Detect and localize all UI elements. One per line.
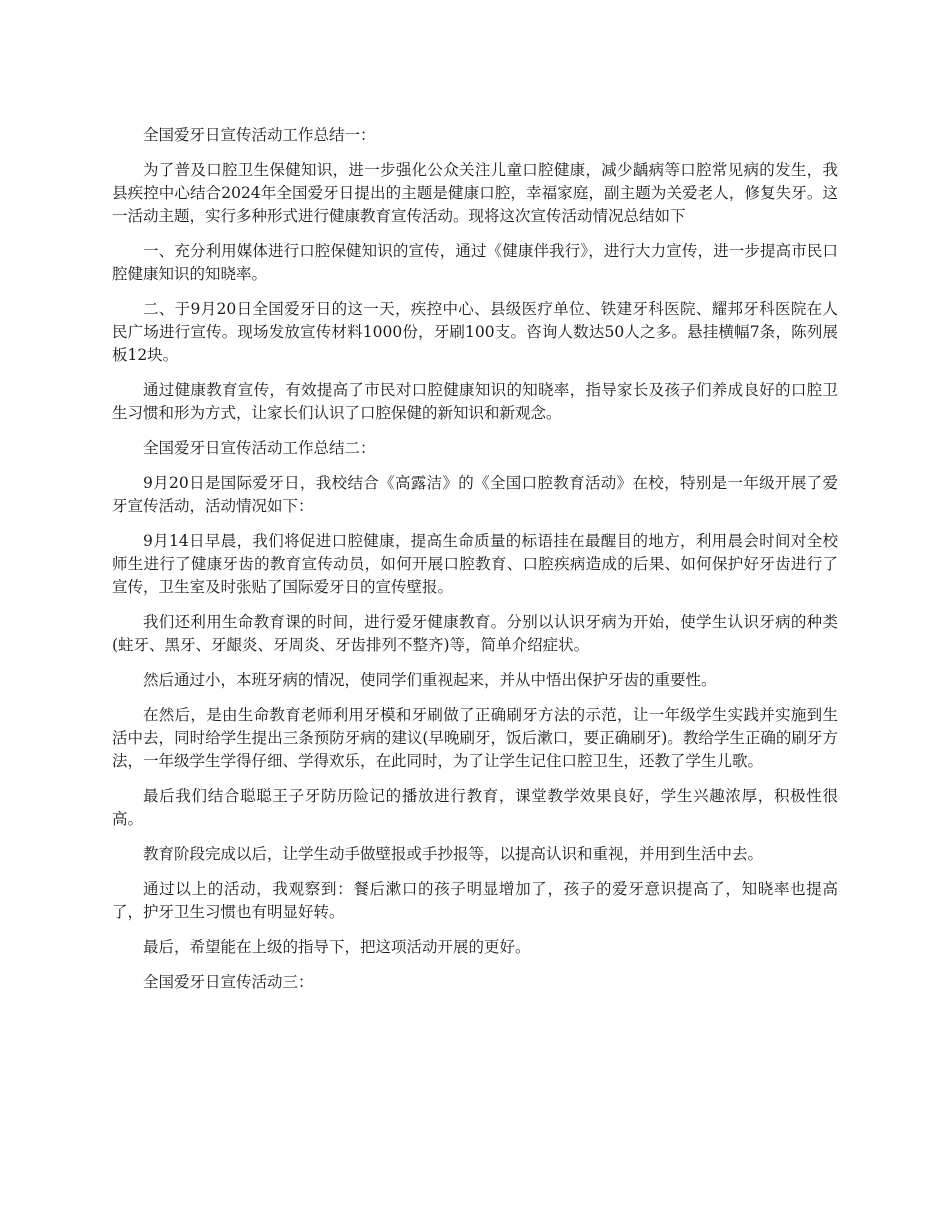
paragraph-life-education: 我们还利用生命教育课的时间，进行爱牙健康教育。分别以认识牙病为开始，使学生认识牙病的种类(蛀牙、黑牙、牙龈炎、牙周炎、牙齿排列不整齐)等，简单介绍症状。	[112, 613, 838, 654]
paragraph-brushing-demo: 在然后，是由生命教育老师利用牙模和牙刷做了正确刷牙方法的示范，让一年级学生实践并实施到生活中去，同时给学生提出三条预防牙病的建议(早晚刷牙，饭后漱口，要正确刷牙)。教给学生正确的刷牙方法，一年级学生学得仔细、学得欢乐，在此同时，为了让学生记住口腔卫生，还教了学生儿歌。	[112, 706, 838, 770]
paragraph-school-intro: 9月20日是国际爱牙日，我校结合《高露洁》的《全国口腔教育活动》在校，特别是一年级开展了爱牙宣传活动，活动情况如下：	[112, 474, 838, 515]
paragraph-closing: 最后，希望能在上级的指导下，把这项活动开展的更好。	[143, 938, 531, 956]
heading-summary-one: 全国爱牙日宣传活动工作总结一：	[143, 126, 376, 144]
paragraph-morning-assembly: 9月14日早晨，我们将促进口腔健康，提高生命质量的标语挂在最醒目的地方，利用晨会时间对全校师生进行了健康牙齿的教育宣传动员，如何开展口腔教育、口腔疾病造成的后果、如何保护好牙齿进行了宣传，卫生室及时张贴了国际爱牙日的宣传壁报。	[112, 532, 838, 596]
paragraph-item-two: 二、于9月20日全国爱牙日的这一天，疾控中心、县级医疗单位、铁建牙科医院、耀邦牙科医院在人民广场进行宣传。现场发放宣传材料1000份，牙刷100支。咨询人数达50人之多。悬挂横幅7条，陈列展板12块。	[112, 300, 838, 364]
paragraph-effect: 通过健康教育宣传，有效提高了市民对口腔健康知识的知晓率，指导家长及孩子们养成良好的口腔卫生习惯和形为方式，让家长们认识了口腔保健的新知识和新观念。	[112, 381, 838, 422]
paragraph-item-one: 一、充分利用媒体进行口腔保健知识的宣传，通过《健康伴我行》，进行大力宣传，进一步提高市民口腔健康知识的知晓率。	[112, 242, 838, 283]
paragraph-video-education: 最后我们结合聪聪王子牙防历险记的播放进行教育，课堂教学效果良好，学生兴趣浓厚，积极性很高。	[112, 787, 838, 828]
paragraph-class-situation: 然后通过小，本班牙病的情况，使同学们重视起来，并从中悟出保护牙齿的重要性。	[143, 671, 717, 689]
heading-summary-two: 全国爱牙日宣传活动工作总结二：	[143, 439, 376, 457]
paragraph-observation: 通过以上的活动，我观察到：餐后漱口的孩子明显增加了，孩子的爱牙意识提高了，知晓率也提高了，护牙卫生习惯也有明显好转。	[112, 880, 838, 921]
heading-summary-three: 全国爱牙日宣传活动三：	[143, 973, 314, 991]
document-page	[112, 124, 838, 1006]
paragraph-intro: 为了普及口腔卫生保健知识，进一步强化公众关注儿童口腔健康，减少龋病等口腔常见病的发生，我县疾控中心结合2024年全国爱牙日提出的主题是健康口腔，幸福家庭，副主题为关爱老人，修复失牙。这一活动主题，实行多种形式进行健康教育宣传活动。现将这次宣传活动情况总结如下	[112, 161, 838, 225]
paragraph-wall-newspaper: 教育阶段完成以后，让学生动手做壁报或手抄报等，以提高认识和重视，并用到生活中去。	[143, 845, 764, 863]
